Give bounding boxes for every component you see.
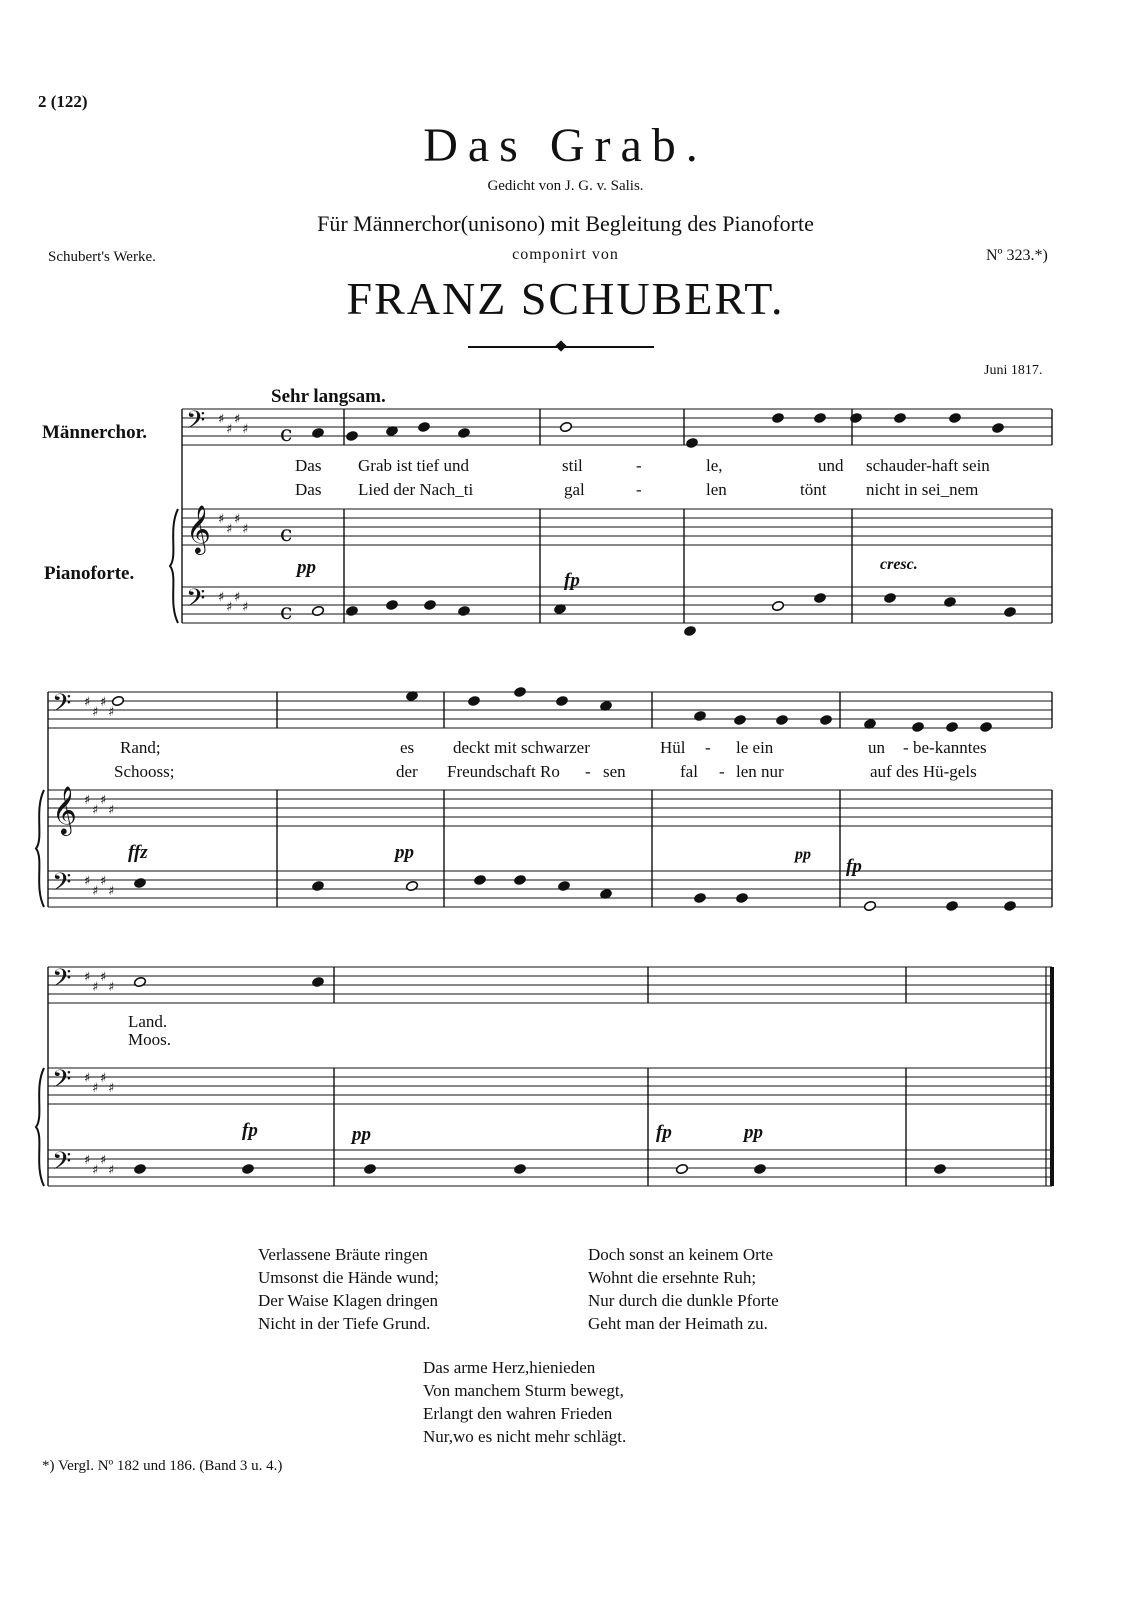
- lyric-s1-v2-3: gal: [564, 480, 585, 499]
- verse-center-line-1: Das arme Herz,hienieden: [423, 1358, 596, 1377]
- lyric-s1-v1-4: -: [636, 456, 642, 475]
- verse-left: [258, 1243, 439, 1335]
- verse-center-line-4: Nur,wo es nicht mehr schlägt.: [423, 1427, 627, 1446]
- notehead: [473, 874, 486, 885]
- key-sharp: ♯: [100, 970, 107, 985]
- notehead: [733, 714, 746, 725]
- key-sharp: ♯: [100, 793, 107, 808]
- notehead: [948, 412, 961, 423]
- verse-left-line-2: Umsonst die Hände wund;: [258, 1268, 439, 1287]
- notehead: [979, 721, 992, 732]
- notehead: [457, 427, 470, 438]
- notehead: [311, 605, 324, 616]
- notehead: [911, 721, 924, 732]
- notehead: [991, 422, 1004, 433]
- clef-s3-2: 𝄢: [52, 1065, 72, 1100]
- composition-date: Juni 1817.: [984, 363, 1043, 378]
- lyric-s2-v1-6: le ein: [736, 738, 774, 757]
- key-sharp: ♯: [84, 793, 91, 808]
- notehead: [693, 710, 706, 721]
- key-sharp: ♯: [108, 705, 115, 720]
- time-signature: c: [280, 522, 293, 547]
- verse-center-line-3: Erlangt den wahren Frieden: [423, 1404, 613, 1423]
- lyric-s1-v2-2: Lied der Nach_ti: [358, 480, 474, 499]
- dynamic-s1-1: pp: [297, 557, 316, 578]
- notehead: [771, 412, 784, 423]
- lyric-s1-v2-1: Das: [295, 480, 322, 499]
- notehead: [311, 880, 324, 891]
- notehead: [685, 437, 698, 448]
- lyric-s2-v1-2: es: [400, 738, 415, 757]
- lyric-s1-v2-4: -: [636, 480, 642, 499]
- key-sharp: ♯: [92, 705, 99, 720]
- lyric-s2-v2-2: der: [396, 762, 418, 781]
- notehead: [753, 1163, 766, 1174]
- lyric-s2-v2-6: fal: [680, 762, 698, 781]
- notehead: [1003, 900, 1016, 911]
- lyric-s2-v2-8: len nur: [736, 762, 784, 781]
- key-sharp: ♯: [242, 522, 249, 537]
- clef-s2-3: 𝄢: [52, 868, 72, 903]
- lyric-s3-v2-1: Moos.: [128, 1030, 171, 1049]
- notehead: [111, 695, 124, 706]
- verse-right: [588, 1243, 779, 1335]
- verse-right-line-4: Geht man der Heimath zu.: [588, 1314, 768, 1333]
- dynamic-s1-2: fp: [564, 570, 580, 591]
- key-sharp: ♯: [84, 1153, 91, 1168]
- composed-by-line: componirt von: [512, 246, 619, 263]
- notehead: [1003, 606, 1016, 617]
- notehead: [883, 592, 896, 603]
- key-sharp: ♯: [108, 884, 115, 899]
- key-sharp: ♯: [226, 422, 233, 437]
- catalog-number: Nº 323.*): [986, 247, 1048, 264]
- notehead: [555, 695, 568, 706]
- notehead: [467, 695, 480, 706]
- notehead: [945, 721, 958, 732]
- dynamic-s3-4: pp: [744, 1122, 763, 1143]
- lyric-s2-v1-1: Rand;: [120, 738, 161, 757]
- footnote: *) Vergl. Nº 182 und 186. (Band 3 u. 4.): [42, 1458, 283, 1474]
- key-sharp: ♯: [218, 590, 225, 605]
- key-sharp: ♯: [100, 695, 107, 710]
- scoring-line: Für Männerchor(unisono) mit Begleitung des Pianoforte: [317, 211, 814, 236]
- key-sharp: ♯: [234, 590, 241, 605]
- notehead: [345, 430, 358, 441]
- lyric-s1-v2-7: nicht in sei_nem: [866, 480, 979, 499]
- verse-left-line-1: Verlassene Bräute ringen: [258, 1245, 428, 1264]
- key-sharp: ♯: [218, 412, 225, 427]
- verse-right-line-3: Nur durch die dunkle Pforte: [588, 1291, 779, 1310]
- lyric-s2-v1-5: -: [705, 738, 711, 757]
- notehead: [423, 599, 436, 610]
- notehead: [457, 605, 470, 616]
- verse-center: [423, 1356, 626, 1448]
- lyric-s1-v1-5: le,: [706, 456, 723, 475]
- key-sharp: ♯: [92, 884, 99, 899]
- clef-s1-3: 𝄢: [186, 584, 206, 619]
- notehead: [345, 605, 358, 616]
- song-title: Das Grab.: [423, 119, 708, 172]
- key-sharp: ♯: [84, 1071, 91, 1086]
- key-sharp: ♯: [108, 1163, 115, 1178]
- notehead: [311, 427, 324, 438]
- key-sharp: ♯: [234, 412, 241, 427]
- key-sharp: ♯: [84, 695, 91, 710]
- clef-s3-3: 𝄢: [52, 1147, 72, 1182]
- notehead: [557, 880, 570, 891]
- key-sharp: ♯: [226, 522, 233, 537]
- notehead: [675, 1163, 688, 1174]
- notehead: [513, 1163, 526, 1174]
- key-sharp: ♯: [226, 600, 233, 615]
- notehead: [893, 412, 906, 423]
- key-sharp: ♯: [242, 600, 249, 615]
- lyric-s3-v1-1: Land.: [128, 1012, 168, 1031]
- lyric-s1-v2-6: tönt: [800, 480, 827, 499]
- lyric-s2-v1-9: be-kanntes: [913, 738, 987, 757]
- choir-part-label: Männerchor.: [42, 422, 148, 443]
- notehead: [417, 421, 430, 432]
- lyric-s2-v2-1: Schooss;: [114, 762, 175, 781]
- poem-credit: Gedicht von J. G. v. Salis.: [487, 178, 644, 194]
- clef-s2-2: 𝄞: [52, 785, 77, 834]
- lyric-s1-v1-3: stil: [562, 456, 583, 475]
- lyric-s2-v2-9: auf des Hü-gels: [870, 762, 977, 781]
- dynamic-s3-1: fp: [242, 1120, 258, 1141]
- notehead: [385, 599, 398, 610]
- dynamic-s3-2: pp: [352, 1124, 371, 1145]
- notehead: [241, 1163, 254, 1174]
- piano-brace: [36, 1068, 44, 1186]
- notehead: [775, 714, 788, 725]
- notehead: [133, 877, 146, 888]
- notehead: [813, 412, 826, 423]
- notehead: [863, 900, 876, 911]
- lyric-s2-v1-8: -: [903, 738, 909, 757]
- lyric-s2-v2-4: -: [585, 762, 591, 781]
- collection-label: Schubert's Werke.: [48, 249, 156, 265]
- time-signature: c: [280, 422, 293, 447]
- lyric-s1-v1-6: und: [818, 456, 844, 475]
- notehead: [933, 1163, 946, 1174]
- clef-s2-1: 𝄢: [52, 689, 72, 724]
- verse-right-line-2: Wohnt die ersehnte Ruh;: [588, 1268, 757, 1287]
- lyric-s2-v2-7: -: [719, 762, 725, 781]
- verse-right-line-1: Doch sonst an keinem Orte: [588, 1245, 774, 1264]
- notehead: [771, 600, 784, 611]
- piano-part-label: Pianoforte.: [44, 563, 135, 584]
- notehead: [819, 714, 832, 725]
- lyric-s2-v1-3: deckt mit schwarzer: [453, 738, 590, 757]
- notehead: [133, 1163, 146, 1174]
- dynamic-s3-3: fp: [656, 1122, 672, 1143]
- lyric-s2-v1-4: Hül: [660, 738, 686, 757]
- key-sharp: ♯: [92, 803, 99, 818]
- key-sharp: ♯: [92, 1081, 99, 1096]
- piano-brace: [36, 790, 44, 907]
- composer-name: FRANZ SCHUBERT.: [346, 273, 785, 324]
- time-signature: c: [280, 600, 293, 625]
- verse-center-line-2: Von manchem Sturm bewegt,: [423, 1381, 624, 1400]
- dynamic-s2-1: ffz: [128, 842, 148, 863]
- tempo-marking: Sehr langsam.: [271, 386, 386, 407]
- clef-s3-1: 𝄢: [52, 964, 72, 999]
- key-sharp: ♯: [84, 874, 91, 889]
- dynamic-s2-4: fp: [846, 856, 862, 877]
- notehead: [735, 892, 748, 903]
- key-sharp: ♯: [218, 512, 225, 527]
- key-sharp: ♯: [108, 803, 115, 818]
- verse-left-line-4: Nicht in der Tiefe Grund.: [258, 1314, 431, 1333]
- dynamic-s2-3: pp: [795, 846, 811, 863]
- notehead: [559, 421, 572, 432]
- lyric-s1-v1-1: Das: [295, 456, 322, 475]
- key-sharp: ♯: [92, 980, 99, 995]
- notehead: [693, 892, 706, 903]
- key-sharp: ♯: [84, 970, 91, 985]
- notehead: [945, 900, 958, 911]
- dynamic-s2-2: pp: [395, 842, 414, 863]
- lyric-s1-v2-5: len: [706, 480, 727, 499]
- notehead: [133, 976, 146, 987]
- notehead: [813, 592, 826, 603]
- lyric-s1-v1-2: Grab ist tief und: [358, 456, 469, 475]
- key-sharp: ♯: [100, 1071, 107, 1086]
- notehead: [311, 976, 324, 987]
- lyric-s2-v2-3: Freundschaft Ro: [447, 762, 560, 781]
- dynamic-s1-3: cresc.: [880, 556, 918, 573]
- key-sharp: ♯: [100, 1153, 107, 1168]
- key-sharp: ♯: [108, 1081, 115, 1096]
- lyric-s2-v2-5: sen: [603, 762, 626, 781]
- key-sharp: ♯: [242, 422, 249, 437]
- clef-s1-2: 𝄞: [186, 504, 211, 553]
- notehead: [363, 1163, 376, 1174]
- lyric-s1-v1-7: schauder-haft sein: [866, 456, 990, 475]
- key-sharp: ♯: [100, 874, 107, 889]
- notehead: [513, 686, 526, 697]
- key-sharp: ♯: [108, 980, 115, 995]
- verse-left-line-3: Der Waise Klagen dringen: [258, 1291, 439, 1310]
- notehead: [405, 880, 418, 891]
- clef-s1-1: 𝄢: [186, 406, 206, 441]
- notehead: [683, 625, 696, 636]
- notehead: [513, 874, 526, 885]
- key-sharp: ♯: [234, 512, 241, 527]
- lyric-s2-v1-7: un: [868, 738, 885, 757]
- page-number: 2 (122): [38, 92, 88, 111]
- notehead: [943, 596, 956, 607]
- piano-brace: [170, 509, 178, 623]
- key-sharp: ♯: [92, 1163, 99, 1178]
